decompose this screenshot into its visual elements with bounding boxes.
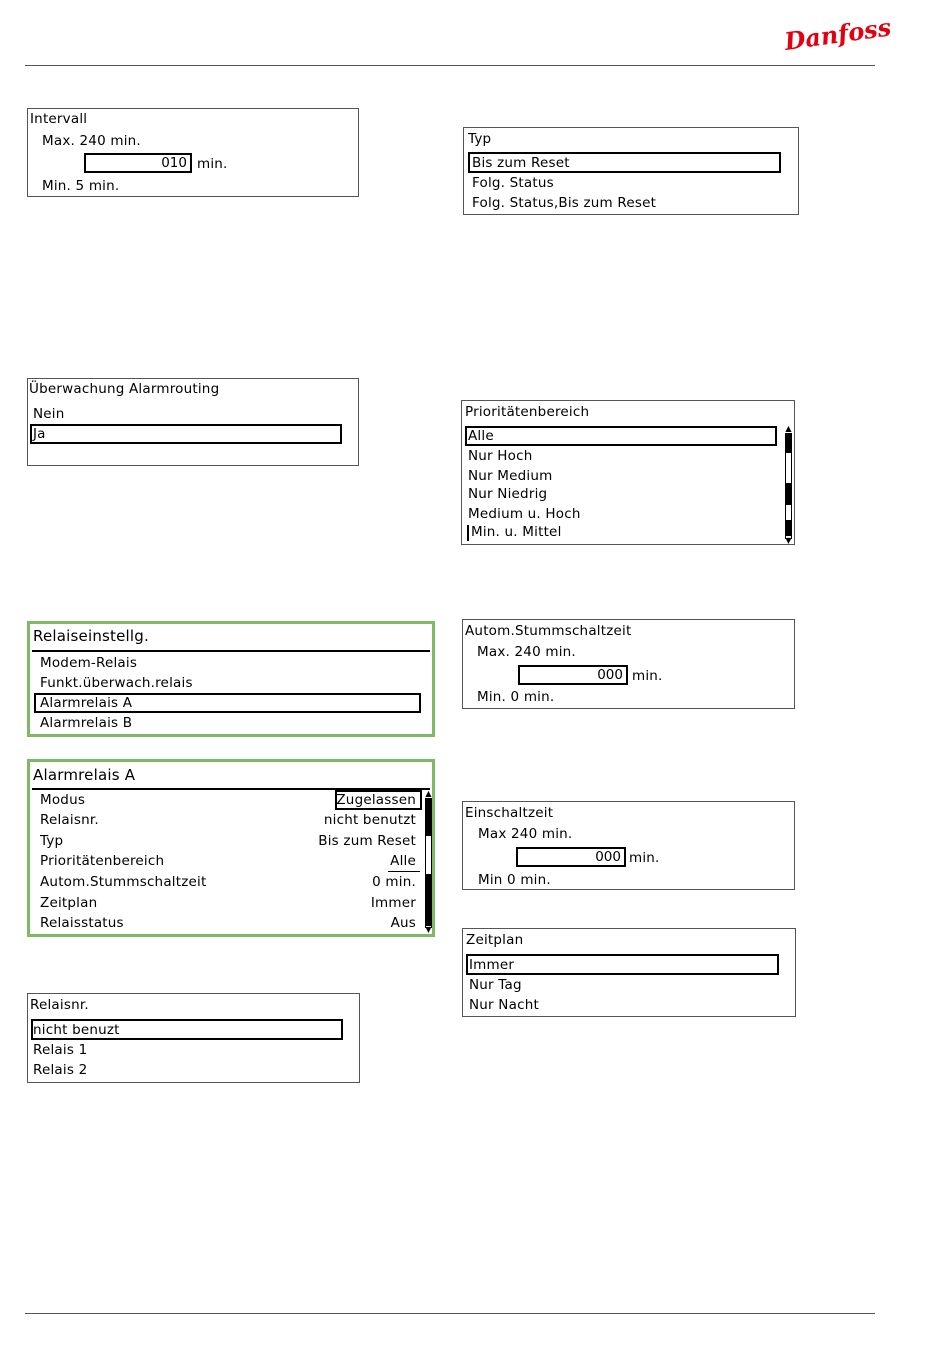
relaiseinstellg-option-3[interactable]: Alarmrelais B <box>40 715 133 731</box>
alarmrelais-row-6-value[interactable]: Aus <box>390 915 416 931</box>
scroll-up-arrow-icon[interactable]: ▲ <box>425 789 432 798</box>
alarmrelais-row-2-label: Typ <box>40 833 64 849</box>
alarmrelais-row-2-value[interactable]: Bis zum Reset <box>318 833 416 849</box>
stumm-value-field[interactable]: 000 <box>518 665 628 685</box>
ueberwachung-title: Überwachung Alarmrouting <box>29 381 220 397</box>
prioritaet-option-2[interactable]: Nur Medium <box>468 468 553 484</box>
alarmrelais-row-4-value[interactable]: 0 min. <box>372 874 416 890</box>
relaiseinstellg-option-2[interactable]: Alarmrelais A <box>40 695 133 711</box>
relaiseinstellg-option-0[interactable]: Modem-Relais <box>40 655 138 671</box>
intervall-value-field[interactable]: 010 <box>84 153 192 173</box>
alarmrelais-row-5-value[interactable]: Immer <box>370 895 416 911</box>
prioritaet-option-3[interactable]: Nur Niedrig <box>468 486 548 502</box>
relaisnr-panel <box>27 993 360 1083</box>
typ-panel <box>463 127 799 215</box>
alarmrelais-title: Alarmrelais A <box>33 766 136 784</box>
relaisnr-option-0[interactable]: nicht benuzt <box>33 1022 120 1038</box>
prioritaet-option-4[interactable]: Medium u. Hoch <box>468 506 581 522</box>
alarmrelais-row-5-label: Zeitplan <box>40 895 98 911</box>
einschalt-title: Einschaltzeit <box>465 805 554 821</box>
typ-option-2[interactable]: Folg. Status,Bis zum Reset <box>472 195 657 211</box>
alarmrelais-row-1-label: Relaisnr. <box>40 812 99 828</box>
ueberwachung-option-1[interactable]: Ja <box>33 426 46 442</box>
stumm-unit: min. <box>632 668 663 684</box>
alarmrelais-row-0-label: Modus <box>40 792 86 808</box>
scroll-down-arrow-icon[interactable]: ▼ <box>425 925 432 934</box>
ueberwachung-option-0[interactable]: Nein <box>33 406 65 422</box>
prioritaet-title: Prioritätenbereich <box>465 404 590 420</box>
relaisnr-option-1[interactable]: Relais 1 <box>33 1042 88 1058</box>
stumm-panel <box>462 619 795 709</box>
zeitplan-option-2[interactable]: Nur Nacht <box>469 997 539 1013</box>
intervall-panel <box>27 108 359 197</box>
einschalt-panel <box>462 801 795 890</box>
prioritaet-cursor <box>467 525 469 541</box>
scroll-thumb[interactable] <box>425 798 432 836</box>
zeitplan-title: Zeitplan <box>466 932 524 948</box>
intervall-min: Min. 5 min. <box>42 178 120 194</box>
ueberwachung-selection-highlight <box>30 424 342 444</box>
prioritaet-option-0[interactable]: Alle <box>468 428 494 444</box>
intervall-max: Max. 240 min. <box>42 133 141 149</box>
prioritaet-option-1[interactable]: Nur Hoch <box>468 448 533 464</box>
alarmrelais-scrollbar[interactable] <box>424 790 433 934</box>
einschalt-value-field[interactable]: 000 <box>516 847 626 867</box>
einschalt-unit: min. <box>629 850 660 866</box>
intervall-unit: min. <box>197 156 228 172</box>
typ-title: Typ <box>468 131 492 147</box>
relaiseinstellg-title-rule <box>32 650 430 652</box>
prioritaet-selection-highlight <box>465 426 777 446</box>
footer-divider <box>25 1313 875 1314</box>
relaiseinstellg-option-1[interactable]: Funkt.überwach.relais <box>40 675 193 691</box>
header-divider <box>25 65 875 66</box>
zeitplan-panel <box>462 928 796 1017</box>
alarmrelais-row-1-value[interactable]: nicht benutzt <box>323 812 416 828</box>
stumm-title: Autom.Stummschaltzeit <box>465 623 632 639</box>
prioritaet-panel <box>461 400 795 545</box>
alarmrelais-row-3-value[interactable]: Alle <box>390 853 416 869</box>
relaisnr-title: Relaisnr. <box>30 997 89 1013</box>
relaiseinstellg-title: Relaiseinstellg. <box>33 627 149 645</box>
einschalt-min: Min 0 min. <box>478 872 551 888</box>
alarmrelais-row-0-value[interactable]: Zugelassen <box>336 792 416 808</box>
zeitplan-option-0[interactable]: Immer <box>469 957 515 973</box>
ueberwachung-panel <box>27 378 359 466</box>
intervall-title: Intervall <box>30 111 88 127</box>
typ-option-1[interactable]: Folg. Status <box>472 175 554 191</box>
zeitplan-option-1[interactable]: Nur Tag <box>469 977 522 993</box>
alarmrelais-row-3-label: Prioritätenbereich <box>40 853 165 869</box>
alarmrelais-row-6-label: Relaisstatus <box>40 915 124 931</box>
alarmrelais-row-3-underline <box>388 871 420 872</box>
scroll-down-arrow-icon[interactable]: ▼ <box>785 536 792 545</box>
scroll-thumb[interactable] <box>785 433 792 453</box>
alarmrelais-panel <box>27 759 435 937</box>
stumm-min: Min. 0 min. <box>477 689 555 705</box>
prioritaet-scrollbar[interactable] <box>784 425 793 543</box>
einschalt-max: Max 240 min. <box>478 826 573 842</box>
danfoss-logo <box>778 12 893 56</box>
scroll-up-arrow-icon[interactable]: ▲ <box>785 424 792 433</box>
relaisnr-option-2[interactable]: Relais 2 <box>33 1062 88 1078</box>
alarmrelais-row-4-label: Autom.Stummschaltzeit <box>40 874 207 890</box>
svg-text:Danfoss: Danfoss <box>782 12 893 56</box>
stumm-max: Max. 240 min. <box>477 644 576 660</box>
prioritaet-option-5[interactable]: Min. u. Mittel <box>471 524 562 540</box>
relaiseinstellg-panel <box>27 621 435 737</box>
typ-option-0[interactable]: Bis zum Reset <box>472 155 570 171</box>
